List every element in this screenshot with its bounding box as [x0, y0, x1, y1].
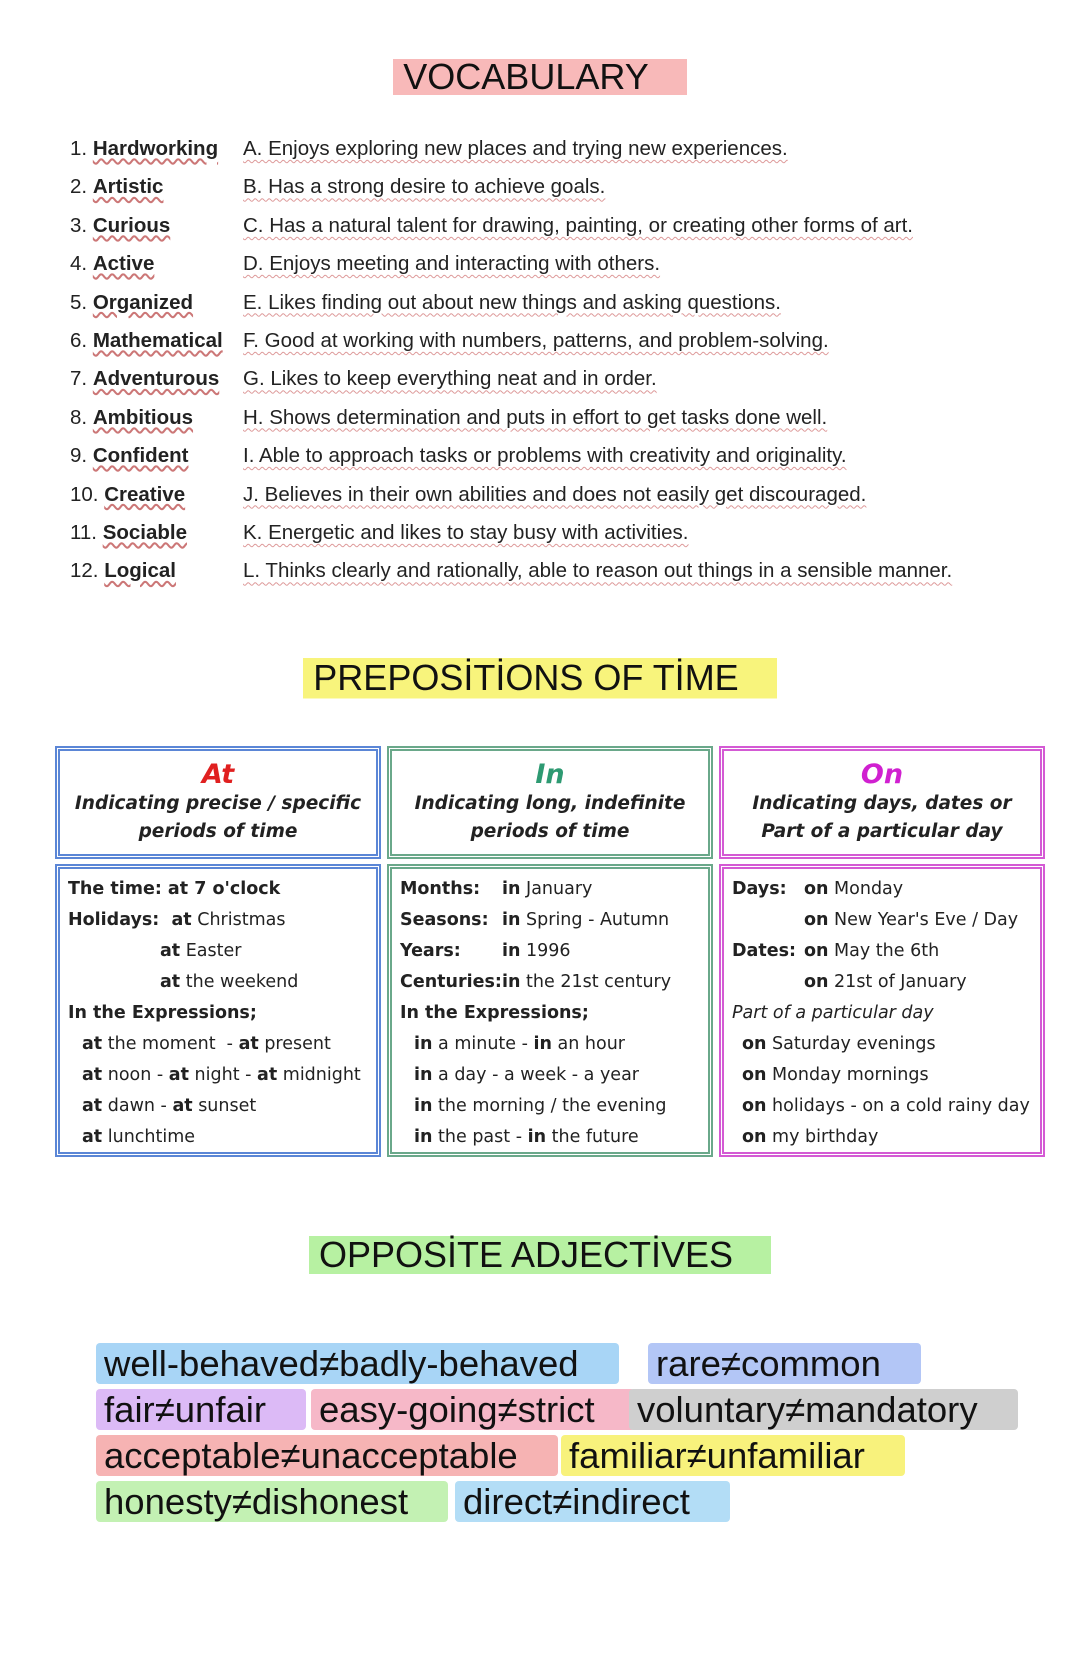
- example-text: lunchtime: [102, 1127, 196, 1147]
- example-text: on: [742, 1034, 767, 1054]
- example-text: in: [414, 1096, 433, 1116]
- column-body: [387, 864, 713, 1157]
- example-text: Seasons:: [400, 910, 489, 930]
- example-text: Centuries:: [400, 972, 502, 992]
- example-row: [68, 936, 368, 967]
- vocab-row: [70, 559, 952, 597]
- example-text: at: [160, 972, 181, 992]
- example-text: at: [82, 1127, 103, 1147]
- vocab-row: [70, 137, 952, 175]
- example-row: [400, 936, 700, 967]
- preposition-column-on: [719, 746, 1045, 1157]
- example-text: on: [804, 879, 829, 899]
- vocab-word: [70, 559, 243, 597]
- vocab-definition: A. Enjoys exploring new places and trying new experiences.: [243, 137, 788, 160]
- preposition-description: Indicating long, indefinite: [414, 793, 686, 814]
- opposites-title: OPPOSİTE ADJECTİVES: [0, 1234, 1080, 1276]
- vocab-definition: J. Believes in their own abilities and does not easily get discouraged.: [243, 482, 867, 506]
- prepositions-table: [55, 746, 1045, 1157]
- opposite-pair-text: direct≠indirect: [455, 1481, 730, 1522]
- example-text: midnight: [277, 1065, 361, 1085]
- example-text: Dates:: [732, 941, 796, 961]
- example-row: [732, 936, 1032, 967]
- vocabulary-list: [70, 137, 952, 598]
- vocab-number: 5.: [70, 290, 88, 314]
- vocab-row: [70, 521, 952, 559]
- example-text: Monday: [828, 879, 904, 899]
- example-text: a minute -: [432, 1034, 534, 1054]
- column-body: [55, 864, 381, 1157]
- vocab-term: Sociable: [102, 520, 187, 544]
- example-text: January: [520, 879, 593, 899]
- vocab-row: [70, 329, 952, 367]
- example-row: [732, 905, 1032, 936]
- vocab-word: [70, 444, 243, 482]
- preposition-description: periods of time: [138, 821, 298, 842]
- example-row: [68, 1122, 368, 1153]
- example-text: in: [414, 1034, 433, 1054]
- example-row: [400, 1060, 700, 1091]
- example-text: my birthday: [766, 1127, 879, 1147]
- vocab-word: [70, 367, 243, 405]
- vocab-definition: B. Has a strong desire to achieve goals.: [243, 175, 606, 199]
- example-row: [400, 967, 700, 998]
- vocab-term: Active: [92, 252, 155, 276]
- vocab-term: Creative: [104, 482, 186, 506]
- example-text: Easter: [180, 941, 242, 961]
- preposition-column-in: [387, 746, 713, 1157]
- vocab-row: [70, 444, 952, 482]
- example-text: In the Expressions;: [68, 1003, 257, 1023]
- example-text: at: [160, 941, 181, 961]
- vocab-row: [70, 252, 952, 290]
- example-text: at: [168, 1065, 189, 1085]
- opposite-pair-text: fair≠unfair: [96, 1389, 306, 1430]
- opposite-pair-text: well-behaved≠badly-behaved: [96, 1343, 619, 1384]
- example-row: [732, 1091, 1032, 1122]
- vocab-number: 12.: [70, 559, 99, 583]
- example-text: Saturday evenings: [766, 1034, 936, 1054]
- vocab-row: [70, 483, 952, 521]
- preposition-description: periods of time: [470, 821, 630, 842]
- vocab-number: 6.: [70, 328, 88, 352]
- example-text: at 7 o'clock: [161, 879, 281, 899]
- vocab-definition: C. Has a natural talent for drawing, painting, or creating other forms of art.: [243, 213, 913, 237]
- example-row: [68, 1091, 368, 1122]
- example-text: In the Expressions;: [400, 1003, 589, 1023]
- example-text: the past -: [432, 1127, 528, 1147]
- example-text: at: [171, 910, 192, 930]
- example-row: [68, 998, 368, 1029]
- vocab-word: [70, 291, 243, 329]
- prepositions-title: PREPOSİTİONS OF TİME: [0, 657, 1080, 699]
- vocab-term: Curious: [92, 213, 171, 237]
- opposite-pair: [629, 1389, 1018, 1431]
- example-row: [732, 1122, 1032, 1153]
- vocab-definition: F. Good at working with numbers, patterns, and problem-solving.: [243, 328, 829, 352]
- example-text: noon -: [102, 1065, 169, 1085]
- example-text: on: [804, 972, 829, 992]
- example-text: Months:: [400, 879, 481, 899]
- example-row: [68, 905, 368, 936]
- vocab-definition: G. Likes to keep everything neat and in order.: [243, 367, 657, 391]
- example-row: [732, 967, 1032, 998]
- vocab-term: Confident: [92, 444, 189, 468]
- example-row: [400, 905, 700, 936]
- example-text: at: [82, 1096, 103, 1116]
- vocab-number: 11.: [70, 520, 97, 544]
- vocab-word: [70, 175, 243, 213]
- vocab-word: [70, 406, 243, 444]
- vocab-row: [70, 291, 952, 329]
- vocab-definition: K. Energetic and likes to stay busy with activities.: [243, 520, 689, 544]
- opposite-pair: [96, 1389, 306, 1431]
- vocab-definition: H. Shows determination and puts in effort to get tasks done well.: [243, 405, 828, 429]
- vocab-word: [70, 252, 243, 290]
- opposite-pair: [561, 1435, 905, 1477]
- vocab-term: Hardworking: [92, 137, 219, 160]
- vocab-definition: I. Able to approach tasks or problems with creativity and originality.: [243, 444, 847, 468]
- example-text: Days:: [732, 879, 787, 899]
- vocab-number: 4.: [70, 252, 88, 276]
- example-text: on: [742, 1065, 767, 1085]
- preposition-word: At: [201, 759, 235, 790]
- example-text: a day - a week - a year: [432, 1065, 639, 1085]
- example-text: the weekend: [180, 972, 299, 992]
- example-text: Holidays:: [68, 910, 172, 930]
- example-row: [732, 874, 1032, 905]
- example-row: [68, 967, 368, 998]
- example-text: dawn -: [102, 1096, 173, 1116]
- column-header: [719, 746, 1045, 859]
- column-header: [55, 746, 381, 859]
- vocab-row: [70, 214, 952, 252]
- example-text: 21st of January: [828, 972, 967, 992]
- preposition-description: Part of a particular day: [761, 821, 1003, 842]
- example-text: Monday mornings: [766, 1065, 929, 1085]
- vocab-row: [70, 175, 952, 213]
- example-text: Christmas: [191, 910, 286, 930]
- opposite-pair: [96, 1343, 619, 1385]
- example-row: [400, 874, 700, 905]
- vocab-number: 7.: [70, 367, 88, 391]
- example-text: 1996: [520, 941, 571, 961]
- example-text: the future: [546, 1127, 639, 1147]
- vocab-word: [70, 483, 243, 521]
- vocab-number: 3.: [70, 213, 88, 237]
- opposite-pair-text: easy-going≠strict: [311, 1389, 635, 1430]
- example-text: present: [258, 1034, 331, 1054]
- vocab-word: [70, 137, 243, 175]
- example-row: [68, 874, 368, 905]
- example-text: on: [742, 1096, 767, 1116]
- example-text: at: [82, 1034, 103, 1054]
- opposite-pair-text: voluntary≠mandatory: [629, 1389, 1018, 1430]
- vocab-term: Mathematical: [92, 328, 223, 352]
- example-text: New Year's Eve / Day: [828, 910, 1019, 930]
- preposition-description: Indicating precise / specific: [74, 793, 362, 814]
- preposition-description: Indicating days, dates or: [752, 793, 1012, 814]
- example-text: in: [502, 910, 521, 930]
- opposite-pair-text: rare≠common: [648, 1343, 921, 1384]
- example-text: at: [238, 1034, 259, 1054]
- example-text: on: [804, 941, 829, 961]
- opposite-pair: [96, 1481, 448, 1523]
- preposition-word: On: [860, 759, 904, 790]
- example-row: [400, 1091, 700, 1122]
- example-row: [732, 998, 1032, 1029]
- example-row: [732, 1060, 1032, 1091]
- example-row: [400, 998, 700, 1029]
- example-text: at: [82, 1065, 103, 1085]
- example-row: [400, 1029, 700, 1060]
- example-text: night -: [188, 1065, 258, 1085]
- example-text: in: [502, 972, 521, 992]
- example-text: in: [414, 1065, 433, 1085]
- example-text: on: [742, 1127, 767, 1147]
- example-text: in: [533, 1034, 552, 1054]
- example-text: Years:: [400, 941, 461, 961]
- vocab-term: Logical: [104, 559, 176, 583]
- vocab-definition: L. Thinks clearly and rationally, able to reason out things in a sensible manner.: [243, 559, 953, 583]
- example-row: [68, 1060, 368, 1091]
- vocab-word: [70, 214, 243, 252]
- vocab-word: [70, 329, 243, 367]
- example-text: at: [172, 1096, 193, 1116]
- opposite-pair-text: honesty≠dishonest: [96, 1481, 448, 1522]
- example-text: in: [414, 1127, 433, 1147]
- vocab-row: [70, 406, 952, 444]
- vocab-number: 10.: [70, 482, 99, 506]
- vocab-row: [70, 367, 952, 405]
- column-body: [719, 864, 1045, 1157]
- example-text: in: [527, 1127, 547, 1147]
- opposite-pair: [96, 1435, 558, 1477]
- example-row: [732, 1029, 1032, 1060]
- example-text: sunset: [192, 1096, 257, 1116]
- example-text: May the 6th: [828, 941, 940, 961]
- example-text: Spring - Autumn: [520, 910, 670, 930]
- example-text: on: [804, 910, 829, 930]
- example-text: an hour: [551, 1034, 625, 1054]
- example-row: [68, 1029, 368, 1060]
- vocab-number: 8.: [70, 405, 88, 429]
- vocab-definition: E. Likes finding out about new things and asking questions.: [243, 290, 781, 314]
- vocab-number: 2.: [70, 175, 88, 199]
- example-text: at: [257, 1065, 278, 1085]
- vocab-word: [70, 521, 243, 559]
- vocab-number: 1.: [70, 137, 88, 160]
- vocab-term: Adventurous: [92, 367, 220, 391]
- opposite-pair: [311, 1389, 635, 1431]
- opposite-pair: [648, 1343, 921, 1385]
- opposite-pair-text: familiar≠unfamiliar: [561, 1435, 905, 1476]
- example-text: holidays - on a cold rainy day: [766, 1096, 1030, 1116]
- example-text: The time:: [68, 879, 162, 899]
- preposition-word: In: [535, 759, 565, 790]
- vocab-definition: D. Enjoys meeting and interacting with others.: [243, 252, 661, 276]
- example-text: Part of a particular day: [732, 1003, 934, 1023]
- example-text: the 21st century: [520, 972, 672, 992]
- example-text: in: [502, 879, 521, 899]
- preposition-column-at: [55, 746, 381, 1157]
- example-text: the moment -: [102, 1034, 239, 1054]
- vocab-term: Artistic: [92, 175, 164, 199]
- example-text: in: [502, 941, 521, 961]
- opposite-pair: [455, 1481, 730, 1523]
- vocabulary-title: VOCABULARY: [0, 56, 1080, 98]
- example-row: [400, 1122, 700, 1153]
- opposite-pair-text: acceptable≠unacceptable: [96, 1435, 558, 1476]
- vocab-term: Ambitious: [92, 405, 194, 429]
- column-header: [387, 746, 713, 859]
- vocab-number: 9.: [70, 444, 88, 468]
- example-text: the morning / the evening: [432, 1096, 667, 1116]
- vocab-term: Organized: [92, 290, 194, 314]
